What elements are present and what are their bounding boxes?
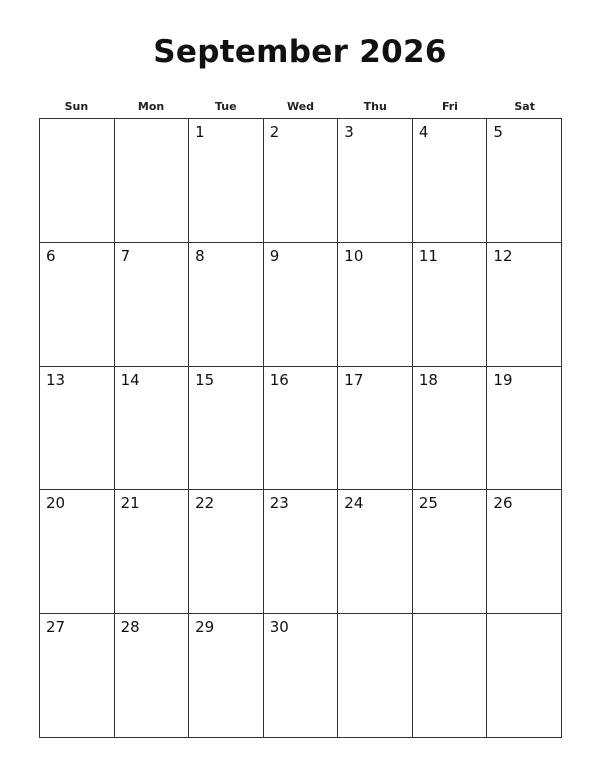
day-cell [338,243,413,367]
day-cell [338,119,413,243]
day-number: 2 [269,123,280,141]
weekday-header-row [39,98,562,116]
day-number: 18 [418,370,438,389]
day-number: 20 [46,494,66,513]
day-number: 16 [269,370,289,389]
day-number: 15 [195,370,215,389]
day-cell [115,367,190,491]
day-cell [264,243,339,367]
day-cell [338,367,413,491]
day-cell [115,243,190,367]
day-number: 9 [269,246,280,265]
day-number: 24 [344,494,364,513]
day-cell [264,614,339,738]
weekday-tue: Tue [215,100,237,113]
day-cell [189,614,264,738]
day-cell [40,119,115,243]
day-number: 23 [269,494,289,513]
day-cell [487,367,562,491]
day-number: 22 [195,494,215,513]
day-cell [115,490,190,614]
day-cell [413,243,488,367]
day-number: 27 [46,618,66,637]
day-cell [413,490,488,614]
day-number: 3 [344,123,354,141]
day-number: 21 [120,494,140,513]
day-cell [40,614,115,738]
day-number: 6 [46,246,56,265]
day-number: 5 [493,123,503,141]
day-cell [40,367,115,491]
day-cell [115,119,190,243]
day-number: 12 [493,246,513,265]
day-number: 28 [120,618,140,637]
calendar-grid [39,118,562,738]
day-cell [189,119,264,243]
weekday-wed: Wed [286,100,315,113]
day-cell [264,490,339,614]
day-cell [189,243,264,367]
day-number: 30 [269,618,289,637]
day-cell [487,119,562,243]
day-number: 19 [493,370,513,389]
day-number: 10 [344,246,364,265]
day-cell [487,614,562,738]
day-number: 26 [493,494,513,513]
day-number: 13 [46,370,66,389]
weekday-fri: Fri [441,100,458,113]
day-cell [487,243,562,367]
day-number: 8 [195,246,205,265]
day-cell [264,119,339,243]
day-cell [189,490,264,614]
day-number: 4 [418,123,429,141]
day-cell [413,367,488,491]
day-number: 11 [418,246,438,265]
day-cell [413,119,488,243]
day-number: 7 [120,246,131,265]
day-cell [264,367,339,491]
weekday-mon: Mon [137,100,165,113]
day-cell [40,490,115,614]
day-number: 29 [195,618,215,637]
day-number: 1 [195,123,205,141]
calendar-title: September 2026 [153,34,447,70]
day-cell [413,614,488,738]
weekday-sun: Sun [64,100,89,113]
day-cell [338,490,413,614]
weekday-sat: Sat [514,100,535,113]
day-cell [40,243,115,367]
day-number: 25 [418,494,438,513]
day-cell [115,614,190,738]
day-number: 17 [344,370,364,389]
day-number: 14 [120,370,140,389]
day-cell [487,490,562,614]
day-cell [338,614,413,738]
day-cell [189,367,264,491]
weekday-thu: Thu [363,100,387,113]
